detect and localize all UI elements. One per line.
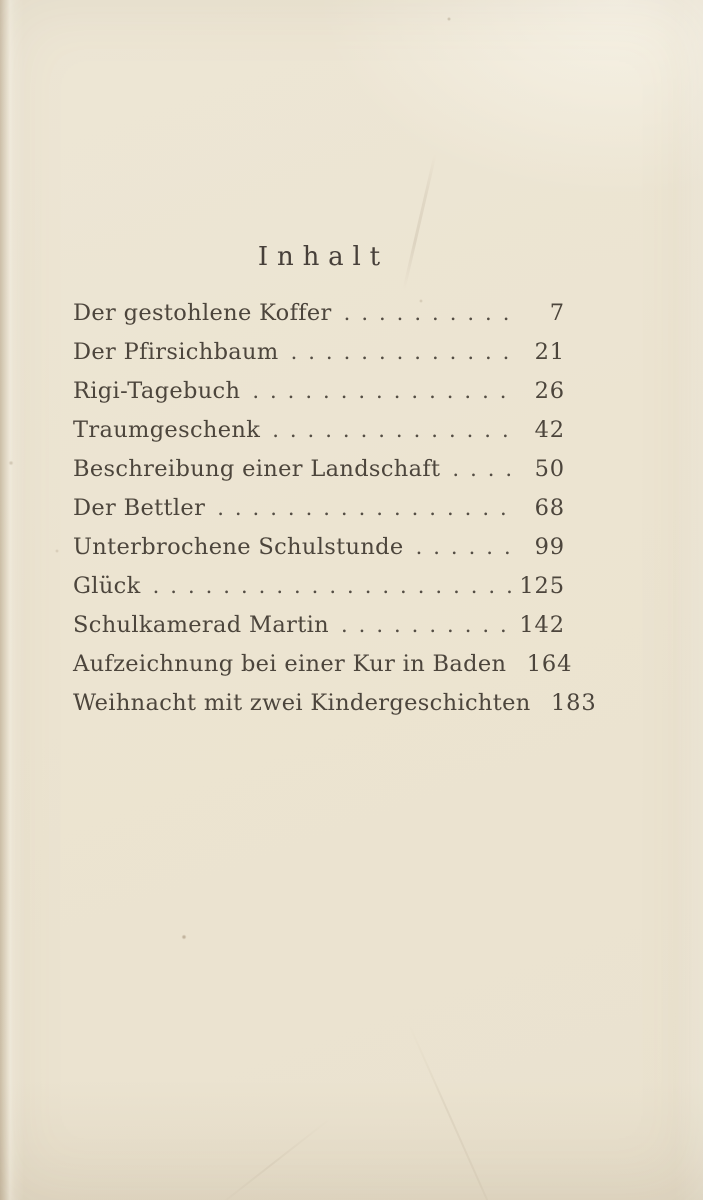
dot-leader <box>416 528 511 568</box>
toc-entry-page: 99 <box>534 534 565 560</box>
toc-entry-title: Glück <box>73 573 141 599</box>
toc-entry <box>73 450 565 489</box>
dot-leader <box>452 450 511 490</box>
dot-leader <box>291 333 511 373</box>
toc-entry-page: 50 <box>534 456 565 482</box>
paper-crease <box>211 1118 330 1200</box>
toc-entry <box>73 333 565 372</box>
toc-entry-title: Unterbrochene Schulstunde <box>73 534 404 560</box>
toc-entry-title: Beschreibung einer Landschaft <box>73 456 441 482</box>
toc-entry-page: 26 <box>534 378 565 404</box>
toc-entry-title: Schulkamerad Martin <box>73 612 329 638</box>
toc-entry-title: Rigi-Tagebuch <box>73 378 241 404</box>
toc-entry-page: 164 <box>526 651 573 677</box>
toc-entry-page: 142 <box>519 612 565 638</box>
toc-entry-page: 42 <box>534 417 565 443</box>
toc-entry-title: Traumgeschenk <box>73 417 261 443</box>
toc-entry-page: 7 <box>549 300 565 326</box>
toc-entry-page: 21 <box>534 339 565 365</box>
toc-entry-title: Weihnacht mit zwei Kindergeschichten <box>73 690 531 716</box>
toc-entry-page: 125 <box>519 573 565 599</box>
toc-entry <box>73 606 565 645</box>
toc-entry-page: 183 <box>550 690 597 716</box>
toc-entry <box>73 489 565 528</box>
dot-leader <box>153 567 511 607</box>
toc-entry-title: Aufzeichnung bei einer Kur in Baden <box>73 651 507 677</box>
dot-leader <box>272 411 511 451</box>
toc-entry-page: 68 <box>534 495 565 521</box>
toc-entry <box>73 294 565 333</box>
toc-entry <box>73 645 573 684</box>
toc-entry <box>73 372 565 411</box>
dot-leader <box>344 294 511 334</box>
table-of-contents <box>73 294 597 723</box>
toc-entry <box>73 411 565 450</box>
dot-leader <box>217 489 511 529</box>
toc-entry <box>73 567 565 606</box>
toc-entry-title: Der Bettler <box>73 495 206 521</box>
dot-leader <box>252 372 511 412</box>
page-title: Inhalt <box>257 242 389 272</box>
toc-entry <box>73 528 565 567</box>
paper-crease <box>408 1025 503 1200</box>
toc-entry-title: Der gestohlene Koffer <box>73 300 332 326</box>
dot-leader <box>341 606 511 646</box>
toc-entry <box>73 684 597 723</box>
toc-entry-title: Der Pfirsichbaum <box>73 339 279 365</box>
